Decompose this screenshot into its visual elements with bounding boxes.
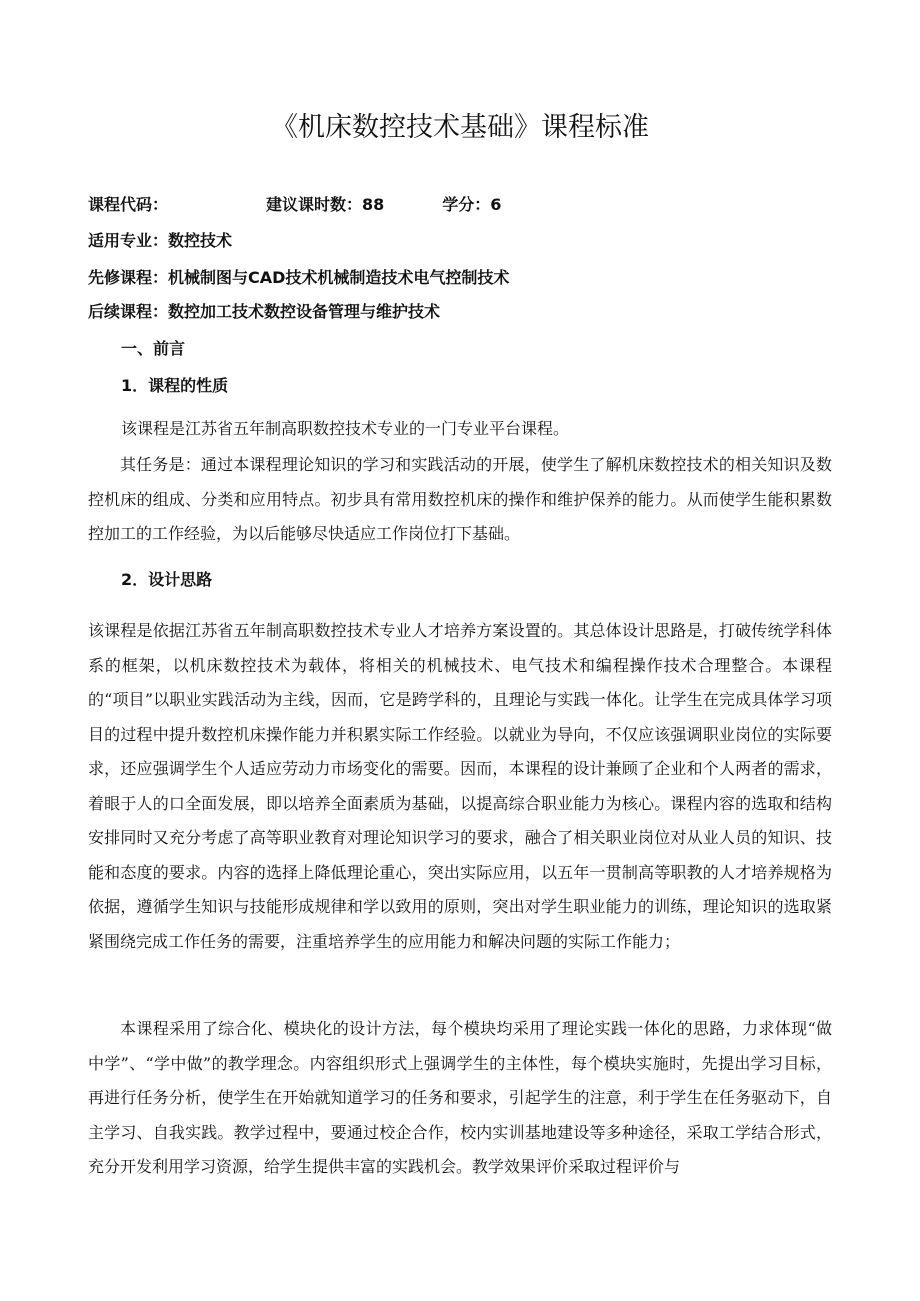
prerequisite-courses: 先修课程：机械制图与CAD技术机械制造技术电气控制技术 xyxy=(88,268,510,287)
follow-up-courses: 后续课程：数控加工技术数控设备管理与维护技术 xyxy=(88,302,441,321)
document-title: 《机床数控技术基础》课程标准 xyxy=(271,112,649,143)
paragraph-design-approach: 该课程是依据江苏省五年制高职数控技术专业人才培养方案设置的。其总体设计思路是，打破传统学科体系的框架，以机床数控技术为载体，将相关的机械技术、电气技术和编程操作技术合理整合。本课程的“项目”以职业实践活动为主线，因而，它是跨学科的，且理论与实践一体化。让学生在完成具体学习项目的过程中提升数控机床操作能力并积累实际工作经验。以就业为导向，不仅应该强调职业岗位的实际要求，还应强调学生个人适应劳动力市场变化的需要。因而，本课程的设计兼顾了企业和个人两者的需求，着眼于人的口全面发展，即以培养全面素质为基础，以提高综合职业能力为核心。课程内容的选取和结构安排同时又充分考虑了高等职业教育对理论知识学习的要求，融合了相关职业岗位对从业人员的知识、技能和态度的要求。内容的选择上降低理论重心，突出实际应用，以五年一贯制高等职教的人才培养规格为依据，遵循学生知识与技能形成规律和学以致用的原则，突出对学生职业能力的训练，理论知识的选取紧紧围绕完成工作任务的需要，注重培养学生的应用能力和解决问题的实际工作能力； xyxy=(88,621,832,951)
section-heading-preface: 一、前言 xyxy=(121,339,186,358)
course-info-line xyxy=(88,193,501,217)
paragraph-course-nature: 该课程是江苏省五年制高职数控技术专业的一门专业平台课程。 xyxy=(121,419,570,438)
paragraph-course-task: 其任务是：通过本课程理论知识的学习和实践活动的开展，使学生了解机床数控技术的相关知识及数控机床的组成、分类和应用特点。初步具有常用数控机床的操作和维护保养的能力。从而使学生能积累数控加工的工作经验，为以后能够尽快适应工作岗位打下基础。 xyxy=(88,455,832,543)
course-code-label: 课程代码： xyxy=(88,195,169,214)
credits: 学分：6 xyxy=(442,195,502,214)
suggested-hours: 建议课时数：88 xyxy=(266,195,385,214)
subheading-course-nature: 1．课程的性质 xyxy=(121,376,229,395)
subheading-design-approach: 2．设计思路 xyxy=(121,570,213,589)
paragraph-teaching-method: 本课程采用了综合化、模块化的设计方法，每个模块均采用了理论实践一体化的思路，力求体现“做中学”、“学中做”的教学理念。内容组织形式上强调学生的主体性，每个模块实施时，先提出学习目标，再进行任务分析，使学生在开始就知道学习的任务和要求，引起学生的注意，利于学生在任务驱动下，自主学习、自我实践。教学过程中，要通过校企合作，校内实训基地建设等多种途径，采取工学结合形式，充分开发利用学习资源，给学生提供丰富的实践机会。教学效果评价采取过程评价与 xyxy=(88,1019,832,1176)
applicable-major: 适用专业：数控技术 xyxy=(88,231,233,250)
